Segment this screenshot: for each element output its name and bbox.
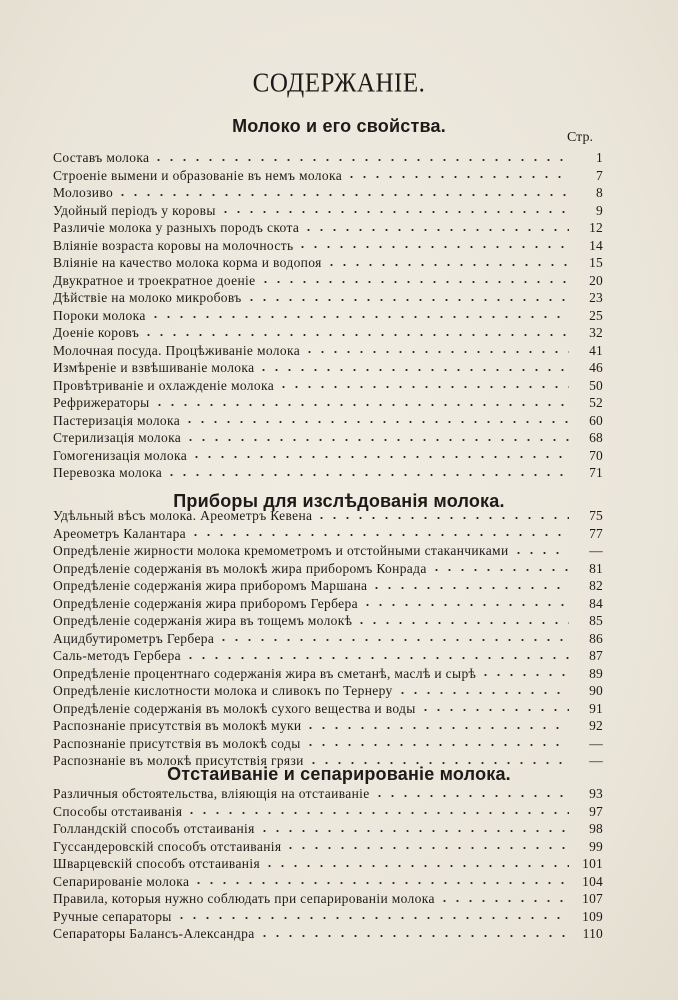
- toc-entry-title: Ручные сепараторы: [53, 908, 172, 924]
- toc-section-milk-separation: [53, 785, 603, 943]
- dot-leader: [259, 280, 570, 284]
- toc-entry-title: Правила, которыя нужно соблюдать при сепарированіи молока: [53, 891, 435, 906]
- toc-entry-page: 1: [596, 150, 603, 165]
- toc-entry: [53, 429, 603, 447]
- dot-leader: [192, 881, 569, 885]
- toc-entry-title: Вліяніе на качество молока корма и водопоя: [53, 255, 322, 270]
- page-title: СОДЕРЖАНІЕ.: [252, 68, 426, 99]
- toc-entry: [53, 577, 603, 595]
- toc-entry-page: 89: [589, 665, 603, 681]
- toc-entry-title: Различіе молока у разныхъ породъ скота: [53, 220, 300, 235]
- toc-entry-page: 92: [589, 718, 603, 733]
- toc-entry-page: 60: [589, 412, 603, 428]
- dot-leader: [303, 350, 569, 354]
- toc-entry-page: 41: [589, 342, 603, 358]
- toc-entry: [53, 412, 603, 430]
- toc-entry-page: 7: [596, 167, 603, 183]
- toc-entry-page: 77: [589, 525, 603, 541]
- dot-leader: [304, 726, 569, 730]
- toc-entry: [53, 612, 603, 630]
- toc-entry-page: 91: [589, 700, 603, 716]
- toc-entry-title: Гуссандеровскій способъ отстаиванія: [53, 838, 282, 854]
- dot-leader: [430, 568, 569, 572]
- toc-entry-title: Пастеризація молока: [53, 412, 181, 428]
- dot-leader: [302, 228, 569, 232]
- toc-entry: [53, 342, 603, 360]
- toc-entry-page: —: [589, 543, 603, 558]
- toc-entry-page: 32: [589, 325, 603, 340]
- toc-entry-title: Саль-методъ Гербера: [53, 648, 181, 663]
- toc-entry: [53, 167, 603, 185]
- toc-entry-page: 68: [589, 430, 603, 445]
- toc-entry: [53, 219, 603, 237]
- section-title-milk-properties: Молоко и его свойства.: [232, 116, 446, 136]
- dot-leader: [258, 934, 569, 938]
- dot-leader: [219, 210, 569, 214]
- toc-entry: [53, 735, 603, 753]
- toc-entry-page: 50: [589, 377, 603, 393]
- dot-leader: [152, 158, 569, 162]
- dot-leader: [438, 899, 569, 903]
- toc-entry-title: Удѣльный вѣсъ молока. Ареометръ Кевена: [53, 508, 313, 523]
- toc-entry: [53, 855, 603, 873]
- toc-entry: [53, 254, 603, 272]
- toc-entry-title: Опредѣленіе содержанія въ молокѣ сухого вещества и воды: [53, 700, 416, 716]
- dot-leader: [142, 333, 569, 337]
- toc-entry-title: Составъ молока: [53, 150, 150, 165]
- dot-leader: [263, 864, 569, 868]
- toc-entry: [53, 647, 603, 665]
- dot-leader: [165, 473, 569, 477]
- toc-entry: [53, 908, 603, 926]
- toc-entry: [53, 925, 603, 943]
- toc-entry-title: Вліяніе возраста коровы на молочность: [53, 237, 294, 253]
- toc-entry: [53, 560, 603, 578]
- toc-entry: [53, 542, 603, 560]
- toc-entry-page: 71: [589, 465, 603, 480]
- toc-entry-title: Сепараторы Балансъ-Александра: [53, 926, 255, 941]
- toc-entry-page: 23: [589, 290, 603, 305]
- toc-entry-page: 46: [589, 360, 603, 375]
- toc-entry: [53, 202, 603, 220]
- toc-entry-title: Молочная посуда. Процѣживаніе молока: [53, 342, 301, 358]
- toc-entry-title: Распознаніе присутствія въ молокѣ соды: [53, 735, 301, 751]
- dot-leader: [277, 385, 569, 389]
- toc-entry-page: 107: [582, 891, 603, 906]
- toc-entry-title: Опредѣленіе процентнаго содержанія жира въ сметанѣ, маслѣ и сырѣ: [53, 665, 477, 681]
- toc-entry-title: Опредѣленіе содержанія жира въ тощемъ молокѣ: [53, 613, 353, 628]
- toc-entry-page: 99: [589, 838, 603, 854]
- dot-leader: [296, 245, 569, 249]
- toc-entry-title: Голландскій способъ отстаиванія: [53, 821, 255, 836]
- toc-entry-page: 101: [582, 856, 603, 871]
- toc-entry-page: 84: [589, 595, 603, 611]
- dot-leader: [258, 829, 569, 833]
- toc-entry: [53, 682, 603, 700]
- toc-entry-page: 25: [589, 307, 603, 323]
- toc-entry-page: 87: [589, 648, 603, 663]
- toc-section-milk-properties: [53, 149, 603, 482]
- toc-entry: [53, 873, 603, 891]
- dot-leader: [304, 743, 569, 747]
- toc-entry: [53, 307, 603, 325]
- toc-entry-title: Опредѣленіе содержанія въ молокѣ жира приборомъ Конрада: [53, 560, 427, 576]
- toc-entry: [53, 525, 603, 543]
- toc-entry-page: 15: [589, 255, 603, 270]
- dot-leader: [190, 455, 569, 459]
- section-title-milk-separation: Отстаиваніе и сепарированіе молока.: [167, 764, 511, 784]
- toc-entry-page: 9: [596, 202, 603, 218]
- toc-entry-page: 82: [589, 578, 603, 593]
- section-title-milk-instruments: Приборы для изслѣдованія молока.: [173, 491, 505, 511]
- toc-entry: [53, 838, 603, 856]
- toc-entry: [53, 803, 603, 821]
- dot-leader: [325, 263, 569, 267]
- toc-entry-page: 12: [589, 220, 603, 235]
- toc-entry-title: Различныя обстоятельства, вліяющія на отстаиваніе: [53, 786, 370, 801]
- toc-entry: [53, 464, 603, 482]
- dot-leader: [116, 193, 569, 197]
- toc-entry-title: Двукратное и троекратное доеніе: [53, 272, 256, 288]
- toc-entry-title: Дѣйствіе на молоко микробовъ: [53, 290, 242, 305]
- dot-leader: [373, 794, 569, 798]
- dot-leader: [512, 551, 569, 555]
- dot-leader: [184, 656, 569, 660]
- toc-entry: [53, 785, 603, 803]
- toc-entry-title: Распознаніе въ молокѣ присутствія грязи: [53, 753, 304, 768]
- toc-entry: [53, 184, 603, 202]
- toc-entry-page: 75: [589, 508, 603, 523]
- toc-entry: [53, 630, 603, 648]
- toc-entry: [53, 890, 603, 908]
- toc-entry: [53, 289, 603, 307]
- toc-entry-page: 70: [589, 447, 603, 463]
- toc-entry-title: Способы отстаиванія: [53, 803, 183, 819]
- toc-entry-title: Ареометръ Калантара: [53, 525, 187, 541]
- toc-entry-page: —: [589, 753, 603, 768]
- toc-entry: [53, 237, 603, 255]
- dot-leader: [284, 846, 569, 850]
- toc-entry-page: 98: [589, 821, 603, 836]
- toc-entry: [53, 700, 603, 718]
- dot-leader: [345, 175, 569, 179]
- toc-entry: [53, 595, 603, 613]
- toc-entry-title: Удойный періодъ у коровы: [53, 202, 216, 218]
- toc-entry-page: 110: [582, 926, 603, 941]
- toc-entry-page: 104: [582, 873, 603, 889]
- toc-entry-page: 8: [596, 185, 603, 200]
- toc-entry-page: 97: [589, 803, 603, 819]
- dot-leader: [396, 691, 569, 695]
- toc-entry: [53, 394, 603, 412]
- toc-entry: [53, 377, 603, 395]
- toc-entry: [53, 665, 603, 683]
- toc-entry-page: 85: [589, 613, 603, 628]
- toc-entry-page: 93: [589, 786, 603, 801]
- toc-entry-title: Опредѣленіе кислотности молока и сливокъ по Тернеру: [53, 683, 393, 698]
- toc-entry-title: Рефрижераторы: [53, 395, 150, 410]
- dot-leader: [149, 315, 569, 319]
- toc-entry-page: —: [589, 735, 603, 751]
- dot-leader: [245, 298, 569, 302]
- dot-leader: [479, 673, 569, 677]
- toc-entry-title: Сепарированіе молока: [53, 873, 190, 889]
- toc-entry-page: 109: [582, 908, 603, 924]
- toc-entry-title: Опредѣленіе содержанія жира приборомъ Маршана: [53, 578, 368, 593]
- dot-leader: [315, 516, 569, 520]
- toc-entry-title: Молозиво: [53, 185, 114, 200]
- toc-entry-title: Доеніе коровъ: [53, 325, 140, 340]
- dot-leader: [419, 708, 569, 712]
- dot-leader: [361, 603, 569, 607]
- dot-leader: [257, 368, 569, 372]
- toc-entry: [53, 359, 603, 377]
- toc-section-milk-instruments: [53, 507, 603, 770]
- toc-entry-title: Ацидбутирометръ Гербера: [53, 630, 215, 646]
- dot-leader: [355, 621, 569, 625]
- dot-leader: [370, 586, 569, 590]
- toc-entry-page: 52: [589, 395, 603, 410]
- toc-entry: [53, 820, 603, 838]
- dot-leader: [175, 916, 569, 920]
- toc-entry-page: 14: [589, 237, 603, 253]
- toc-entry-title: Перевозка молока: [53, 465, 163, 480]
- toc-entry-title: Провѣтриваніе и охлажденіе молока: [53, 377, 275, 393]
- toc-entry: [53, 507, 603, 525]
- toc-entry-page: 90: [589, 683, 603, 698]
- toc-entry-title: Строеніе вымени и образованіе въ немъ молока: [53, 167, 343, 183]
- toc-entry-page: 81: [589, 560, 603, 576]
- dot-leader: [183, 420, 569, 424]
- toc-entry-title: Шварцевскій способъ отстаиванія: [53, 856, 261, 871]
- toc-entry-title: Опредѣленіе жирности молока кремометромъ и отстойными стаканчиками: [53, 543, 509, 558]
- toc-entry-page: 86: [589, 630, 603, 646]
- dot-leader: [189, 533, 569, 537]
- toc-entry-title: Опредѣленіе содержанія жира приборомъ Гербера: [53, 595, 358, 611]
- toc-entry: [53, 717, 603, 735]
- toc-entry-title: Стерилизація молока: [53, 430, 182, 445]
- toc-entry-title: Гомогенизація молока: [53, 447, 188, 463]
- toc-entry: [53, 272, 603, 290]
- dot-leader: [153, 403, 569, 407]
- dot-leader: [184, 438, 569, 442]
- toc-entry-page: 20: [589, 272, 603, 288]
- toc-entry: [53, 149, 603, 167]
- toc-entry: [53, 447, 603, 465]
- dot-leader: [217, 638, 569, 642]
- page-column-label: Стр.: [567, 130, 593, 145]
- dot-leader: [185, 811, 569, 815]
- toc-entry: [53, 324, 603, 342]
- toc-entry-title: Измѣреніе и взвѣшиваніе молока: [53, 360, 255, 375]
- toc-entry-title: Пороки молока: [53, 307, 146, 323]
- toc-entry-title: Распознаніе присутствія въ молокѣ муки: [53, 718, 302, 733]
